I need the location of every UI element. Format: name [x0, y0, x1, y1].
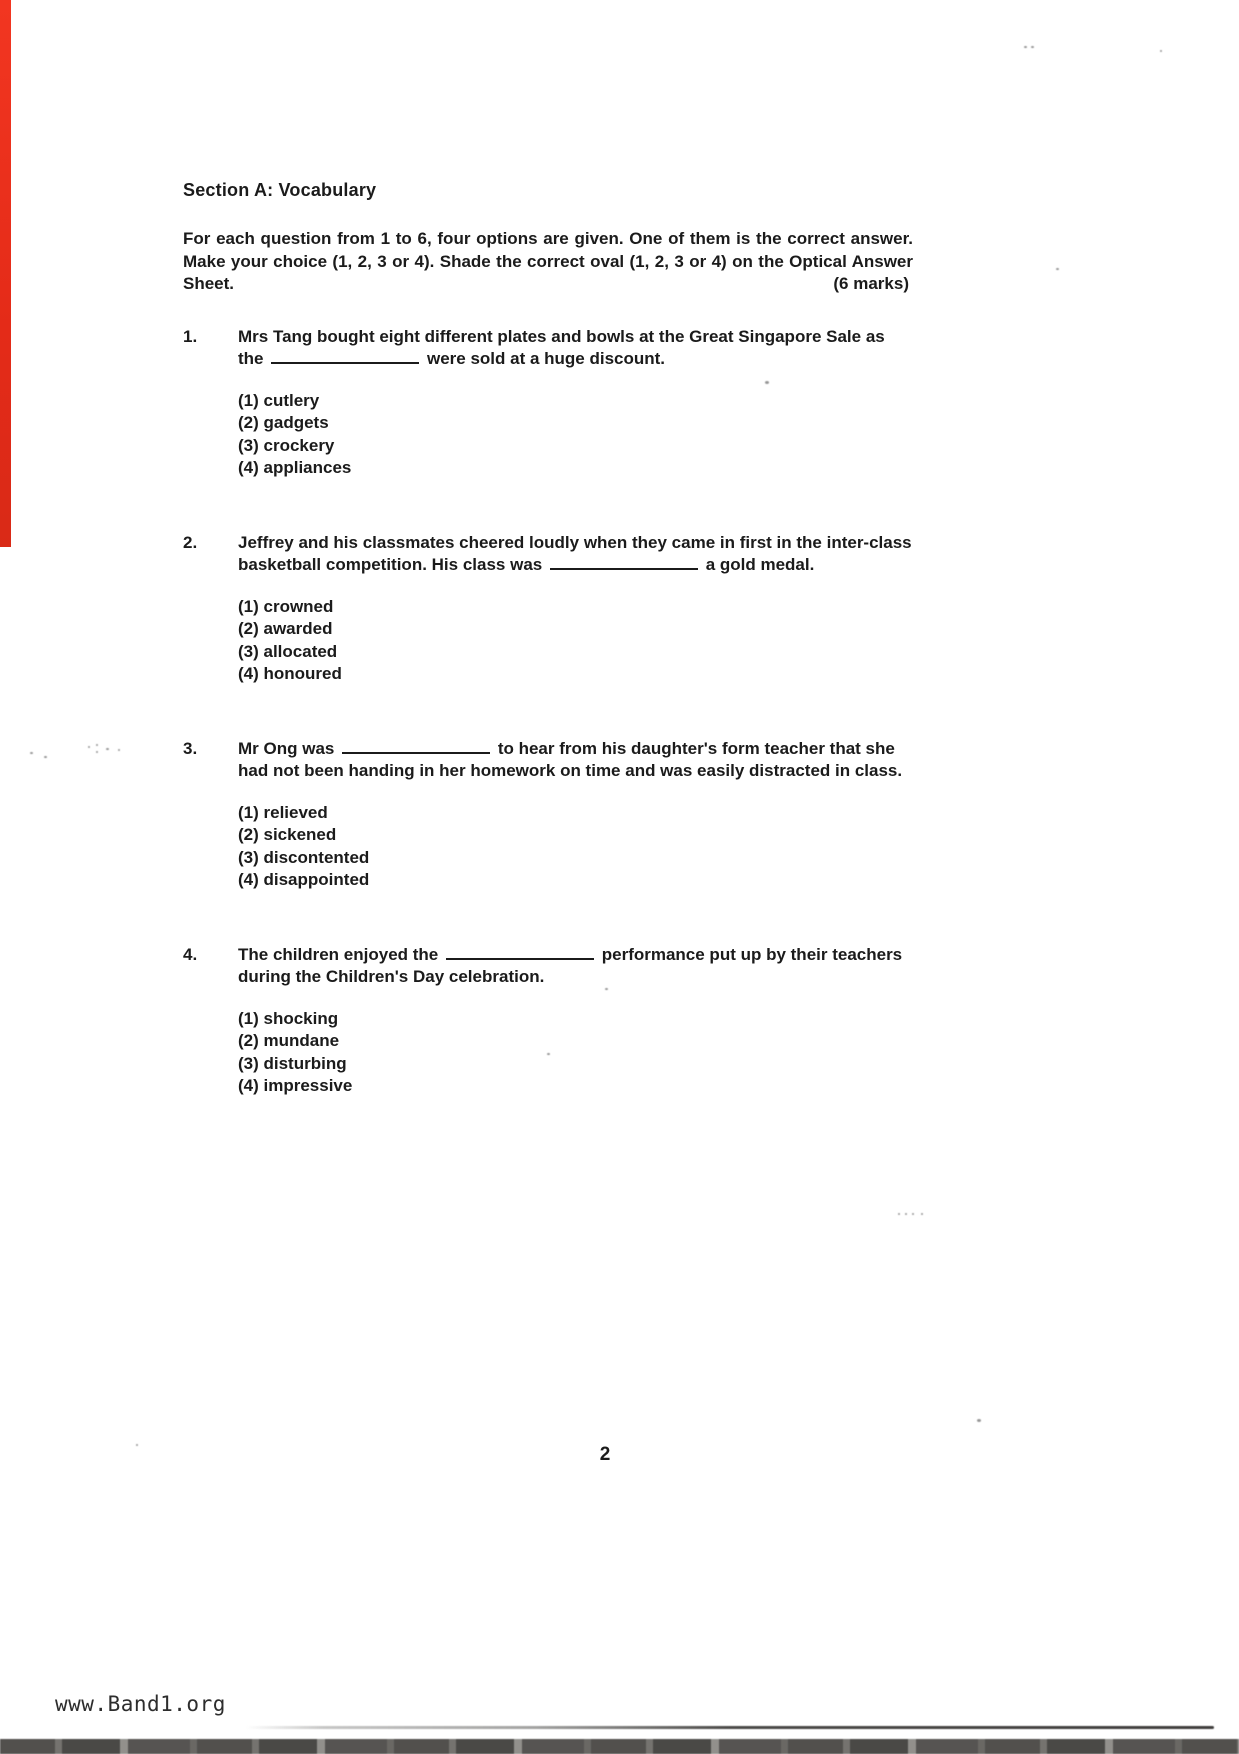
scan-speck	[912, 1213, 914, 1215]
question-4	[183, 944, 913, 1098]
question-1-options	[238, 390, 913, 480]
option: (3) allocated	[238, 641, 338, 661]
scan-artifact-line	[246, 1726, 1214, 1729]
question-4-text-before: The children enjoyed the	[238, 944, 439, 964]
scan-speck	[96, 751, 98, 753]
option: (3) discontented	[238, 847, 370, 867]
question-1	[183, 326, 913, 480]
scan-artifact-band	[0, 1739, 1239, 1754]
question-3-answer-blank	[342, 738, 490, 754]
question-2-text-before: Jeffrey and his classmates cheered loudly when they came in first in the inter-class basketball competition. His class was	[238, 532, 912, 574]
question-2-number: 2.	[183, 532, 198, 552]
question-4-text	[238, 944, 913, 989]
option: (4) impressive	[238, 1076, 353, 1095]
question-1-number: 1.	[183, 326, 198, 346]
scan-speck	[106, 748, 109, 750]
question-3-text	[238, 738, 913, 783]
scan-speck	[921, 1213, 923, 1215]
scan-speck	[44, 756, 47, 758]
question-3-options	[238, 802, 913, 892]
option: (1) cutlery	[238, 390, 320, 410]
scan-speck	[136, 1444, 138, 1446]
instructions-text: For each question from 1 to 6, four options are given. One of them is the correct answer. Make your choice (1, 2, 3 or 4). Shade the correct oval (1, 2, 3 or 4) on the Optical Answer Sheet.	[183, 229, 913, 293]
question-2-options	[238, 596, 913, 686]
option: (3) crockery	[238, 435, 335, 455]
scan-speck	[118, 749, 120, 751]
scan-speck	[898, 1213, 900, 1215]
option: (1) crowned	[238, 596, 334, 616]
question-3-text-after: to hear from his daughter's form teacher that she had not been handing in her homework on time and was easily distracted in class.	[238, 738, 903, 780]
question-2-text-after: a gold medal.	[705, 555, 815, 574]
option: (2) mundane	[238, 1031, 340, 1050]
question-1-text	[238, 326, 913, 371]
option: (2) sickened	[238, 825, 337, 844]
question-1-text-before: Mrs Tang bought eight different plates and bowls at the Great Singapore Sale as the	[238, 326, 885, 368]
scan-speck	[88, 746, 90, 748]
scan-speck	[905, 1213, 907, 1215]
question-1-text-after: were sold at a huge discount.	[426, 349, 666, 368]
option: (2) awarded	[238, 619, 333, 638]
scan-speck	[1031, 46, 1034, 48]
scan-speck	[547, 1053, 550, 1055]
question-1-answer-blank	[271, 348, 419, 364]
option: (1) relieved	[238, 802, 328, 822]
option: (3) disturbing	[238, 1053, 347, 1073]
watermark-url: www.Band1.org	[55, 1692, 226, 1716]
scan-speck	[977, 1419, 981, 1422]
question-2-text	[238, 532, 913, 577]
instructions-paragraph	[183, 228, 913, 296]
question-2-answer-blank	[550, 554, 698, 570]
scan-speck	[765, 381, 769, 384]
scan-speck	[1160, 50, 1162, 52]
scan-speck	[605, 988, 608, 990]
question-4-options	[238, 1008, 913, 1098]
page-number: 2	[599, 1444, 611, 1465]
option: (4) appliances	[238, 458, 352, 477]
question-4-number: 4.	[183, 944, 198, 964]
scan-speck	[96, 744, 98, 746]
option: (2) gadgets	[238, 413, 329, 432]
question-4-answer-blank	[446, 944, 594, 960]
option: (4) disappointed	[238, 870, 370, 889]
scan-edge-red-stripe	[0, 0, 11, 547]
option: (1) shocking	[238, 1008, 339, 1028]
scan-speck	[30, 752, 33, 754]
question-4-text-after: performance put up by their teachers during the Children's Day celebration.	[238, 944, 903, 986]
option: (4) honoured	[238, 664, 342, 683]
exam-page	[183, 180, 913, 1150]
question-3	[183, 738, 913, 892]
marks-label: (6 marks)	[833, 274, 909, 293]
question-2	[183, 532, 913, 686]
question-3-text-before: Mr Ong was	[238, 738, 335, 758]
scan-speck	[1024, 46, 1027, 48]
section-title: Section A: Vocabulary	[183, 180, 377, 200]
question-3-number: 3.	[183, 738, 198, 758]
scan-speck	[1056, 268, 1059, 270]
